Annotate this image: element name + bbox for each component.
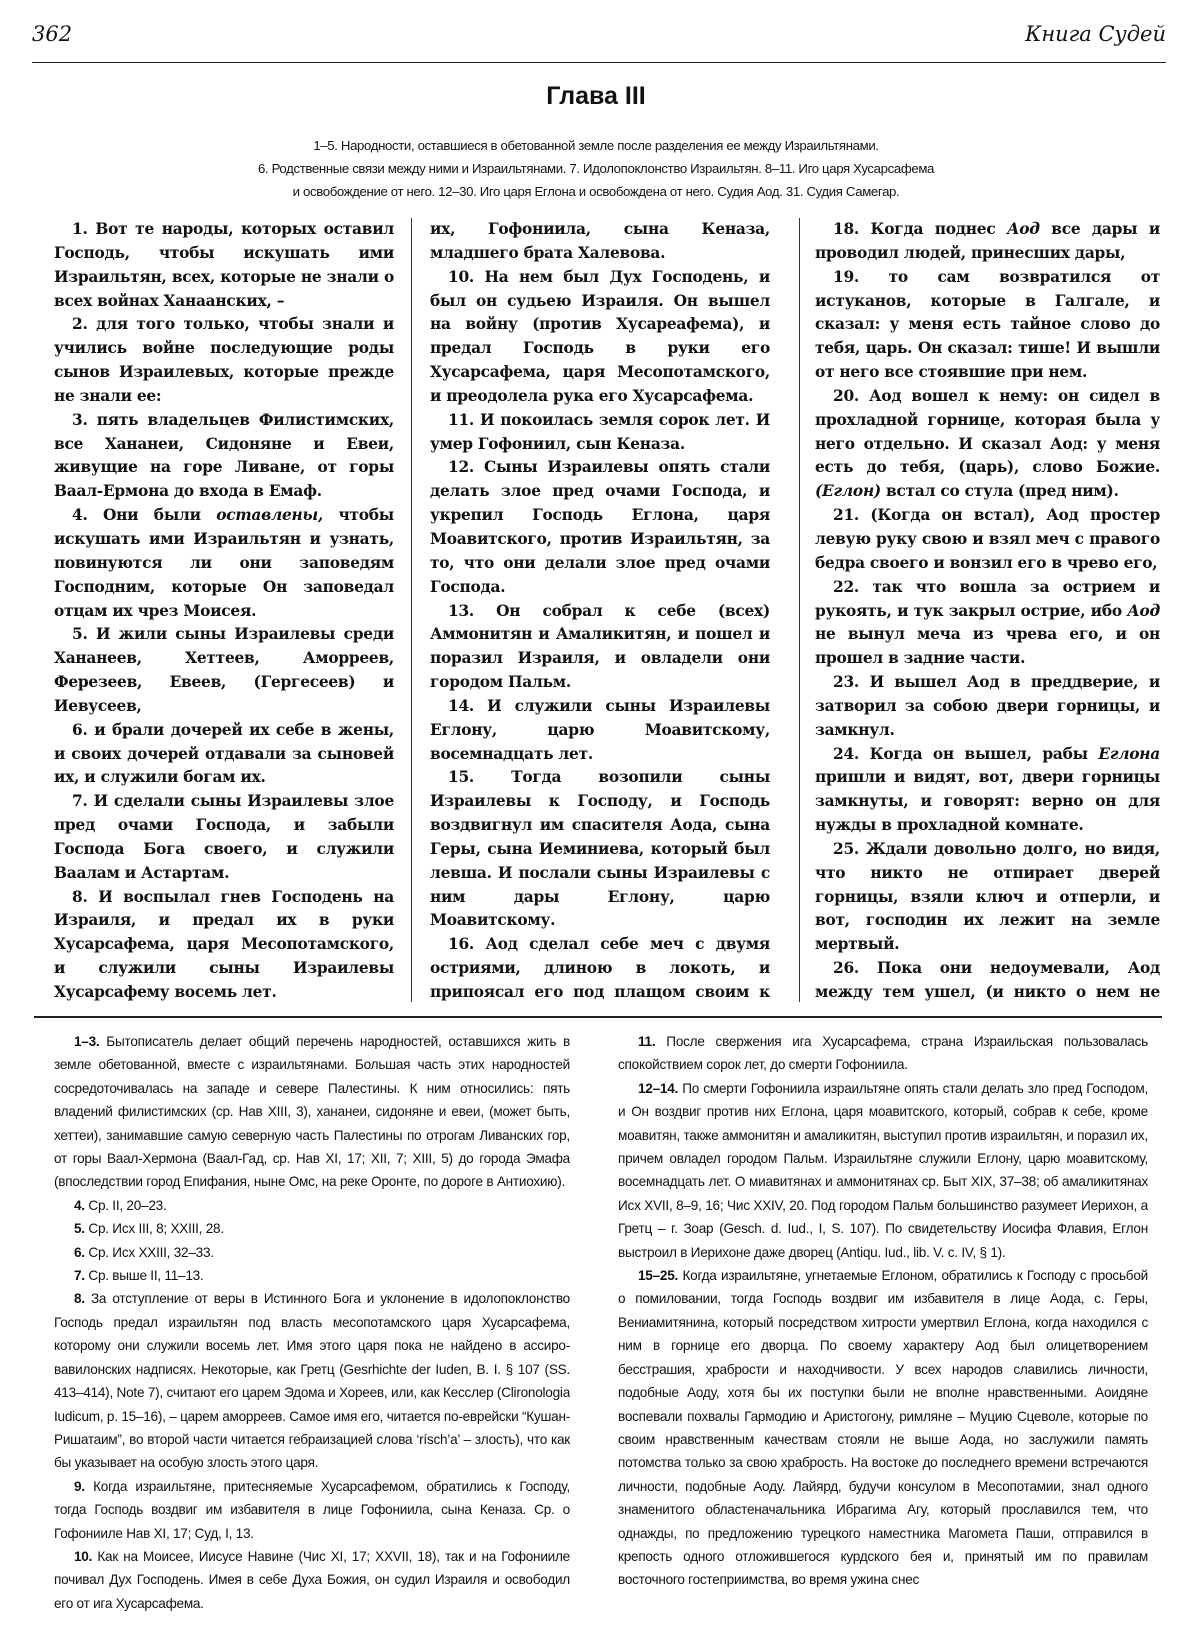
commentary-note: 15–25. Когда израильтяне, угнетаемые Еглоном, обратились к Господу с просьбой о помиловании, тогда Господь воздвиг им избавителя в лице Аода, с. Геры, Вениамитянина, который посредством хитрости умертвил Еглона, когда находился с ним в горнице его дворца. По своему характеру Аод был олицетворением бесстрашия, храбрости и находчивости. У всех народов славились личности, подобные Аоду, хотя бы их поступки были не вполне нравственными. Аоидяне воспевали похвалы Гармодию и Аристогону, римляне – Муцию Сцеволе, которые по своим нравственным качествам стояли не выше Аода, но заслужили память потомства только за свою храбрость. На востоке до последнего времени встречаются личности, подобные Аоду. Лайярд, будучи консулом в Месопотамии, знал одного знаменитого областеначальника Ибрагима Агу, который прославился тем, что однажды, по предложению турецкого наместника Магомета Паши, отправился в крепость одного отложившегося курдского бея и, принятый им по правилам восточного гостеприимства, во время ужина снес (618, 1268, 1148, 1588)
summary-line: 1–5. Народности, оставшиеся в обетованной земле после разделения ее между Израильтянами. (313, 138, 879, 153)
verse: 20. Аод вошел к нему: он сидел в прохладной горнице, которая была у него отдельно. И сказал Аод: у меня есть до тебя, (царь), слово Божие. (Еглон) встал со стула (пред ним). (815, 386, 1160, 501)
verse: 4. Они были оставлены, чтобы искушать ими Израильтян и узнать, повинуются ли они заповедям Господним, которые Он заповедал отцам их чрез Моисея. (54, 506, 394, 620)
commentary-note: 1–3. Бытописатель делает общий перечень народностей, оставшихся жить в земле обетованной, вместе с израильтянами. Большая часть этих народностей сосредоточивалась на западе и севере Палестины. К ним относились: пять владений филистимских (ср. Нав XIII, 3), хананеи, сидоняне и евеи, (может быть, хеттеи), занимавшие самую северную часть Палестины по отрогам Ливанских гор, от горы Ваал-Хермона (Ваал-Гад, ср. Нав XI, 17; XII, 7; XIII, 5) до города Эмафа (впоследствии город Епифания, ныне Омс, на реке Оронте, по дороге в Антиохию). (54, 1034, 570, 1190)
verse (54, 1005, 394, 1008)
commentary-note: 11. После свержения ига Хусарсафема, страна Израильская пользовалась спокойствием сорок лет, до смерти Гофониила. (618, 1034, 1148, 1073)
verse: 10. На нем был Дух Господень, и был он судьею Израиля. Он вышел на войну (против Хусареафема), и предал Господь в руки его Хусарсафема, царя Месопотамского, и преодолела рука его Хусарсафема. (430, 267, 770, 405)
verse: 5. И жили сыны Израилевы среди Хананеев, Хеттеев, Аморреев, Ферезеев, Евеев, (Гергесеев) и Иевусеев, (54, 625, 394, 715)
verse: 16. Аод сделал себе меч с двумя остриями, длиною в локоть, и припоясал его под плащом своим к (430, 935, 770, 1001)
note-reference: 15–25. (638, 1268, 679, 1284)
text-column-1 (54, 218, 394, 1008)
note-reference: 8. (74, 1291, 85, 1307)
column-divider (799, 218, 800, 1002)
verse: 25. Ждали довольно долго, но видя, что никто не отпирает дверей горницы, взяли ключ и отперли, и вот, господин их лежит на земле мертвый. (815, 839, 1160, 954)
verse: 13. Он собрал к себе (всех) Аммонитян и Амаликитян, и пошел и поразил Израиля, и овладели они городом Пальм. (430, 601, 770, 692)
commentary-note: 7. Ср. выше II, 11–13. (74, 1268, 204, 1284)
commentary-note: 8. За отступление от веры в Истинного Бога и уклонение в идолопоклонство Господь предал израильтян под власть месопотамского царя Хусарсафема, которому они служили восемь лет. Имя этого царя пока не найдено в ассиро-вавилонских надписях. Некоторые, как Гретц (Gesrhichte der Iuden, B. I. § 107 (SS. 413–414), Note 7), считают его царем Эдома и Хореев, или, как Кесслер (Clironologia Iudicum, p. 15–16), – царем аморреев. Самое имя его, читается по-еврейски “Кушан-Ришатаим”, во второй части читается гебраизацией слова ‘rísch’a’ – злость), что как бы указывает на особую злость этого царя. (54, 1291, 570, 1471)
commentary-column-right (618, 1030, 1148, 1630)
verse: 15. Тогда возопили сыны Израилевы к Господу, и Господь воздвигнул им спасителя Аода, сына Геры, сына Иеминиева, который был левша. И послали сыны Израилевы с ним дары Еглону, царю Моавитскому. (430, 768, 770, 930)
verse: 19. то сам возвратился от истуканов, которые в Галгале, и сказал: у меня есть тайное слово до тебя, царь. Он сказал: тише! И вышли от него все стоявшие при нем. (815, 267, 1160, 382)
verse: 11. И покоилась земля сорок лет. И умер Гофониил, сын Кеназа. (430, 410, 770, 453)
commentary-note: 10. Как на Моисее, Иисусе Навине (Чис XI, 17; XXVII, 18), так и на Гофонииле почивал Дух Господень. Имея в себе Духа Божия, он судил Израиля и освободил его от ига Хусарсафема. (54, 1548, 570, 1611)
commentary-column-left (54, 1030, 570, 1630)
commentary-note: 9. Когда израильтяне, притесняемые Хусарсафемом, обратились к Господу, тогда Господь воздвиг им избавителя в лице Гофониила, сына Кеназа. Ср. о Гофонииле Нав XI, 17; Суд, I, 13. (54, 1478, 570, 1541)
verse: 7. И сделали сыны Израилевы злое пред очами Господа, и забыли Господа Бога своего, и служили Ваалам и Астартам. (54, 792, 394, 882)
note-reference: 4. (74, 1197, 85, 1213)
commentary-note: 12–14. По смерти Гофониила израильтяне опять стали делать зло пред Господом, и Он воздвиг против них Еглона, царя моавитского, который, собрав к себе, кроме моавитян, также аммонитян и амаликитян, выступил против израильтян, и поразил их, причем овладел городом Пальм. Израильтяне служили Еглону, царю моавитскому, восемнадцать лет. О миавитянах и аммонитянах ср. Быт XIX, 37–38; об амаликитянах Исх XVII, 8–9, 16; Чис XXIV, 20. Под городом Пальм большинство разумеет Иерихон, а Гретц – г. Зоар (Gesch. d. Iud., I, S. 107). По свидетельству Иосифа Флавия, Еглон выстроил в Иерихоне даже дворец (Antiqu. Iud., lib. V. c. IV, § 1). (618, 1080, 1148, 1260)
verse: 1. Вот те народы, которых оставил Господь, чтобы искушать ими Израильтян, всех, которые не знали о всех войнах Ханаанских, – (54, 220, 394, 310)
page-number: 362 (32, 22, 73, 46)
verse: 12. Сыны Израилевы опять стали делать злое пред очами Господа, и укрепил Господь Еглона, царя Моавитского, против Израильтян, за то, что они делали злое пред очами Господа. (430, 458, 770, 596)
note-reference: 6. (74, 1244, 85, 1260)
verse: 2. для того только, чтобы знали и учились войне последующие роды сынов Израилевых, которые прежде не знали ее: (54, 315, 394, 405)
note-reference: 10. (74, 1548, 93, 1564)
text-column-3 (815, 218, 1160, 1008)
verse: 3. пять владельцев Филистимских, все Хананеи, Сидоняне и Евеи, живущие на горе Ливане, от горы Ваал-Ермона до входа в Емаф. (54, 410, 394, 501)
verse: 23. И вышел Аод в преддверие, и затворил за собою двери горницы, и замкнул. (815, 673, 1160, 739)
summary-line: и освобождение от него. 12–30. Иго царя Еглона и освобождена от него. Судия Аод. 31. Судия Самегар. (292, 184, 900, 199)
commentary-note: 6. Ср. Исх XXIII, 32–33. (74, 1244, 214, 1260)
commentary-note: 4. Ср. II, 20–23. (74, 1197, 167, 1213)
note-reference: 11. (638, 1034, 656, 1049)
verse: 22. так что вошла за острием и рукоять, и тук закрыл острие, ибо Аод не вынул меча из чрева его, и он прошел в задние части. (815, 577, 1160, 668)
verse: 21. (Когда он встал), Аод простер левую руку свою и взял меч с правого бедра своего и вонзил его в чрево его, (815, 506, 1160, 572)
summary-line: 6. Родственные связи между ними и Израильтянами. 7. Идолопоклонство Израильтян. 8–11. Иго царя Хусарсафема (257, 161, 935, 176)
verse: 24. Когда он вышел, рабы Еглона пришли и видят, вот, двери горницы замкнуты, и говорят: верно он для нужды в прохладной комнате. (815, 744, 1160, 835)
text-column-2 (430, 218, 770, 1008)
note-reference: 5. (74, 1221, 85, 1237)
verse: 14. И служили сыны Израилевы Еглону, царю Моавитскому, восемнадцать лет. (430, 696, 770, 763)
verse: 26. Пока они недоумевали, Аод между тем ушел, (и никто о нем не (815, 959, 1160, 1001)
note-reference: 9. (74, 1478, 85, 1494)
book-title: Книга Судей (1025, 22, 1166, 46)
verse: 18. Когда поднес Аод все дары и проводил людей, принесших дары, (815, 220, 1160, 262)
note-reference: 7. (74, 1268, 85, 1284)
verse: 6. и брали дочерей их себе в жены, и своих дочерей отдавали за сыновей их, и служили богам их. (54, 720, 394, 787)
commentary-divider (34, 1016, 1162, 1018)
chapter-summary (150, 134, 1042, 203)
column-divider (411, 218, 412, 1002)
note-reference: 12–14. (638, 1080, 679, 1096)
verse: 8. И воспылал гнев Господень на Израиля, и предал их в руки Хусарсафема, царя Месопотамского, и служили сыны Израилевы Хусарсафему восемь лет. (54, 887, 394, 1001)
commentary-note: 5. Ср. Исх III, 8; XXIII, 28. (74, 1221, 224, 1237)
note-reference: 1–3. (74, 1034, 100, 1049)
scripture-text (54, 218, 1166, 1008)
verse-continuation: их, Гофониила, сына Кеназа, младшего брата Халевова. (430, 220, 770, 262)
running-header (32, 18, 1166, 63)
chapter-title: Глава III (546, 82, 646, 110)
